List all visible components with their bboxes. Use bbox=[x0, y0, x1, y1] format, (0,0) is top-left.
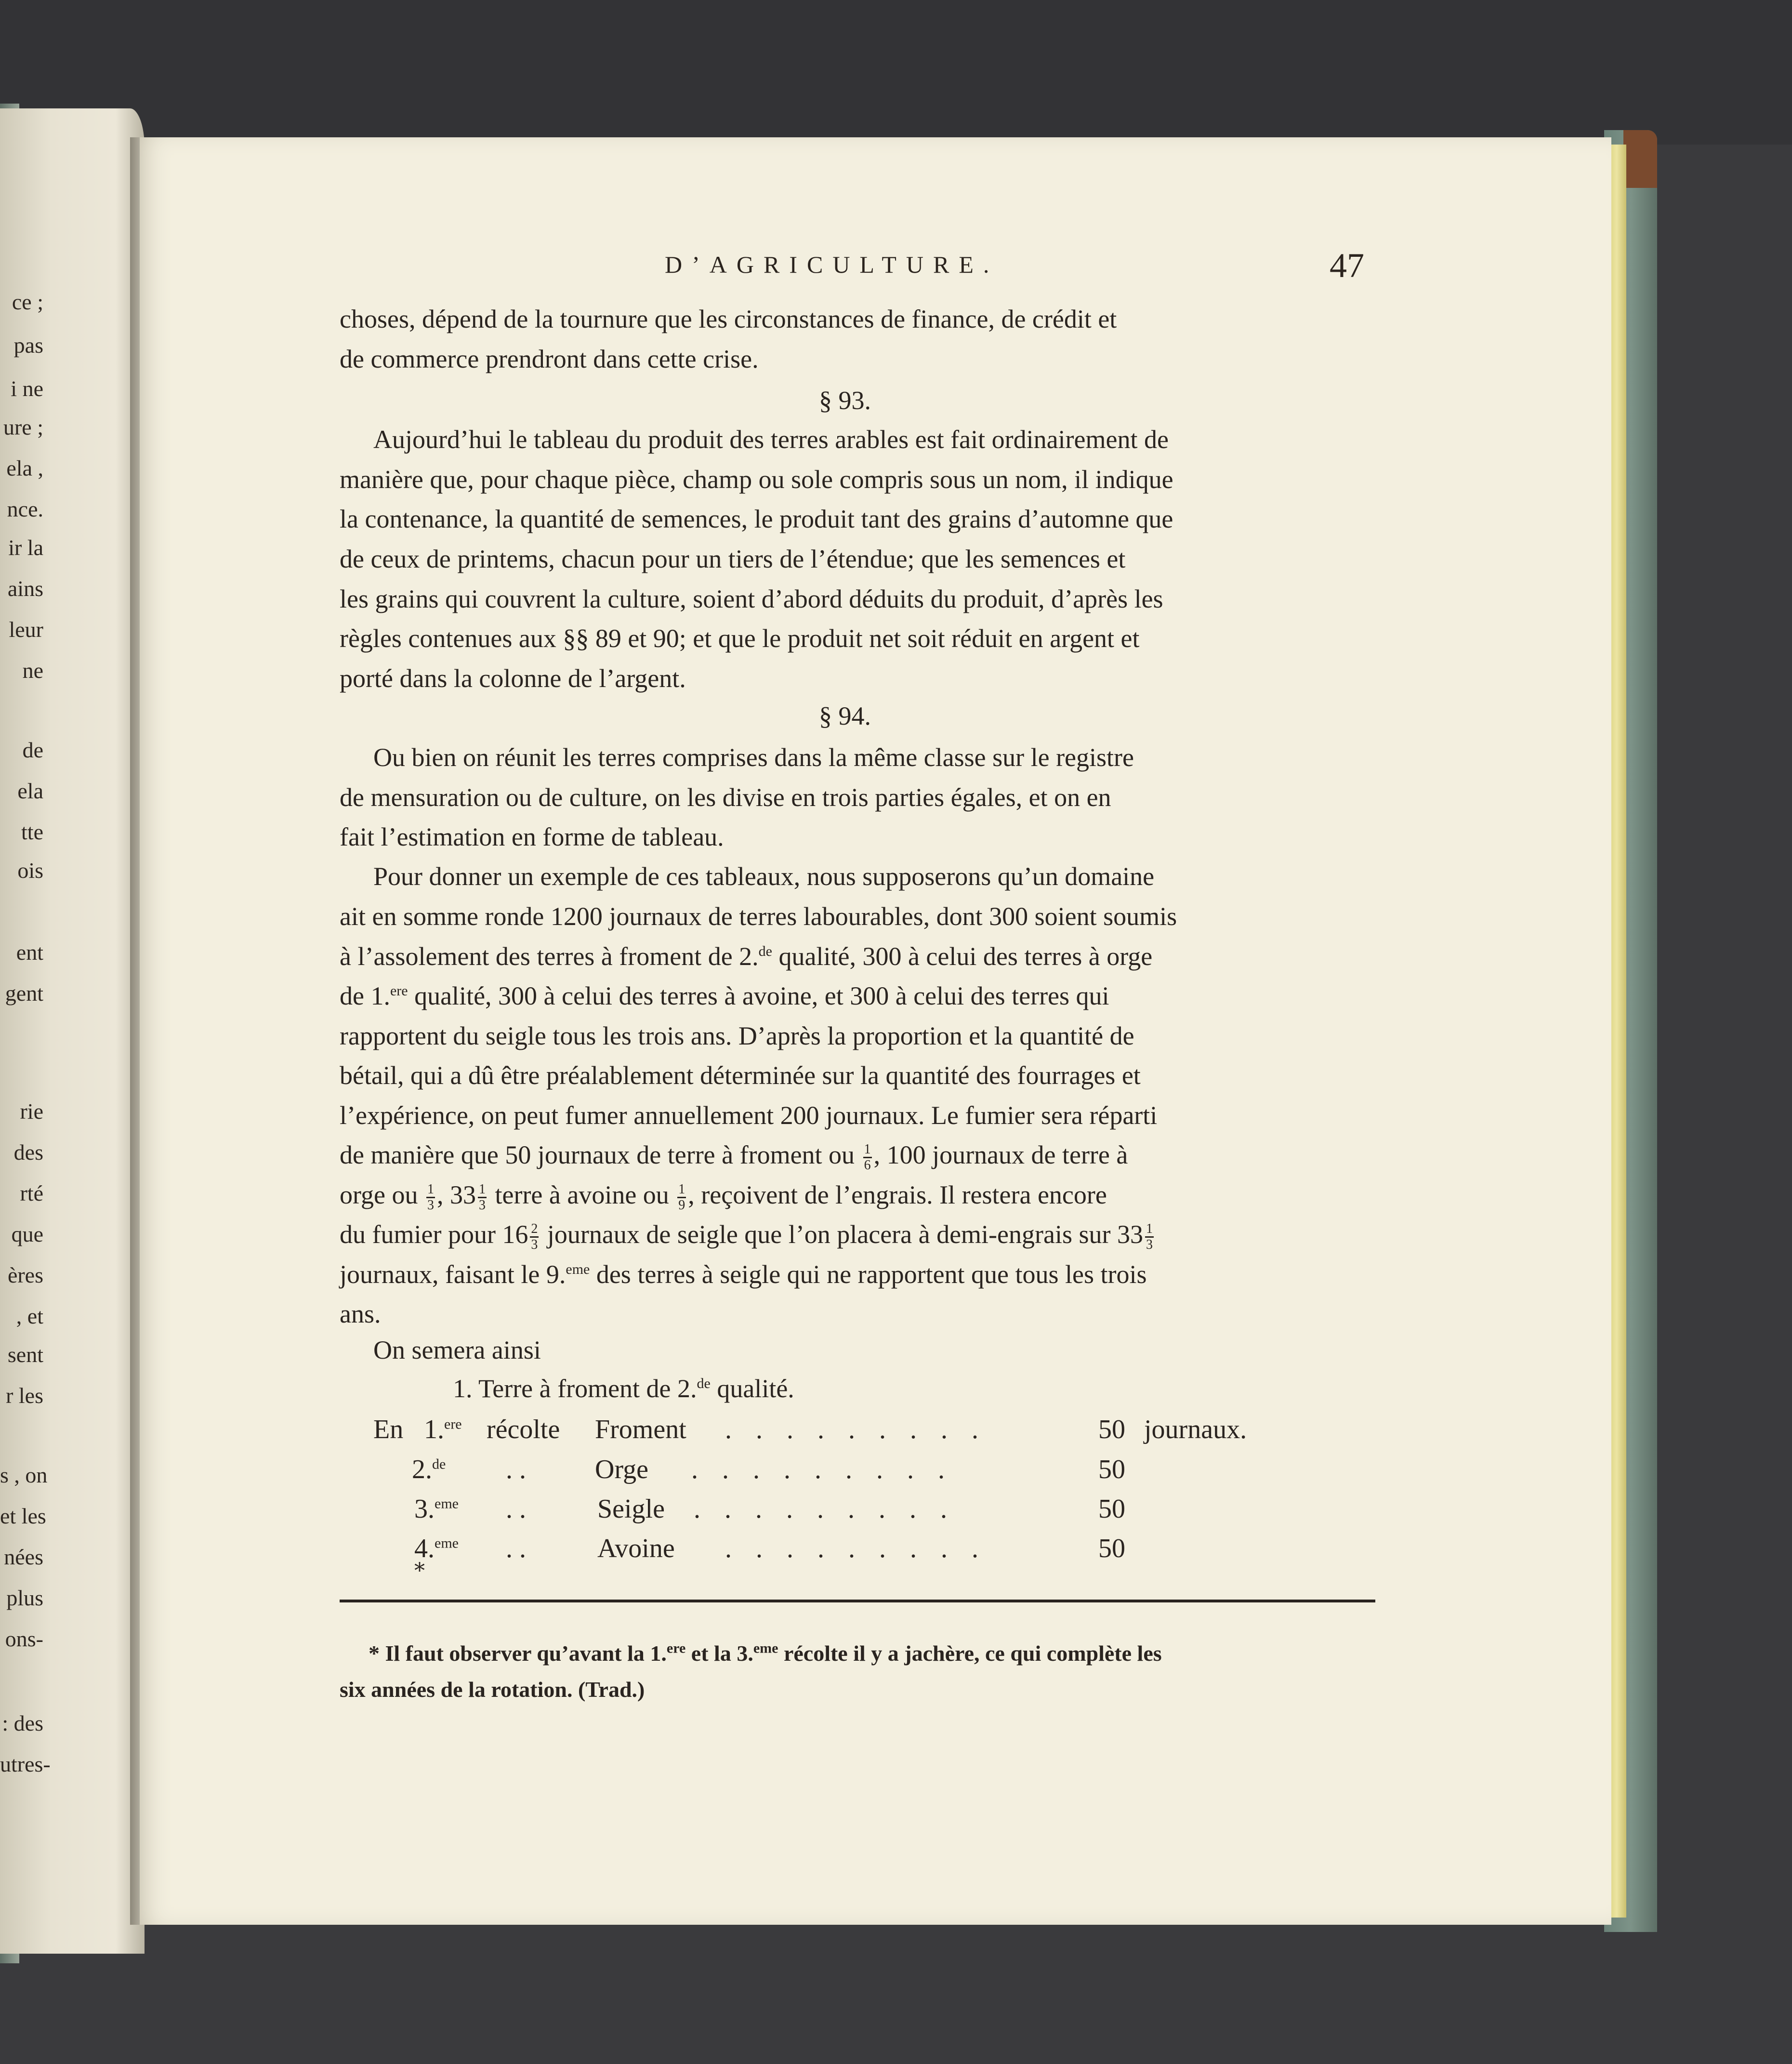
footnote-rule bbox=[340, 1600, 1375, 1602]
left-page-fragment: ure ; bbox=[3, 415, 43, 439]
text-line: bétail, qui a dû être préalablement déterminée sur la quantité des fourrages et bbox=[340, 1061, 1141, 1090]
footnote-line: * Il faut observer qu’avant la 1.$^{ere}$ et la 3.$^{eme}$ récolte il y a jachère, ce qui complète les bbox=[369, 1640, 1162, 1666]
left-page-fragment: des bbox=[13, 1140, 43, 1164]
fraction: $\frac{1}{3}$ bbox=[427, 1182, 434, 1213]
left-page-fragment: nce. bbox=[7, 497, 43, 521]
table-year: 3.$^{eme}$ bbox=[414, 1494, 459, 1524]
text-line: la contenance, la quantité de semences, le produit tant des grains d’automne que bbox=[340, 504, 1173, 533]
left-page-fragment: ela bbox=[17, 779, 43, 803]
text-line: Aujourd’hui le tableau du produit des terres arables est fait ordinairement de bbox=[373, 425, 1169, 454]
left-page-fragment: pas bbox=[13, 333, 43, 357]
table-recolte: récolte bbox=[487, 1415, 560, 1444]
left-page-fragment: de bbox=[22, 738, 43, 762]
running-title: D’AGRICULTURE. bbox=[665, 251, 999, 278]
table-crop: Avoine bbox=[597, 1534, 675, 1563]
footnote-marker: * bbox=[414, 1559, 425, 1583]
left-page-fragment: rie bbox=[20, 1099, 43, 1124]
left-page-fragment: ir la bbox=[8, 535, 43, 560]
fraction: $\frac{1}{6}$ bbox=[864, 1142, 871, 1173]
left-page-fragment: : des bbox=[2, 1711, 43, 1735]
fraction: $\frac{1}{9}$ bbox=[678, 1182, 685, 1213]
text-line: règles contenues aux §§ 89 et 90; et que le produit net soit réduit en argent et bbox=[340, 624, 1140, 653]
table-year: 1.$^{ere}$ bbox=[424, 1415, 462, 1444]
text-line: du fumier pour 16 $\frac{2}{3}$ journaux de seigle que l’on placera à demi-engrais sur 33 $\frac{1}{3}$ bbox=[340, 1220, 1153, 1253]
table-dots: . . . . . . . . . bbox=[725, 1415, 987, 1444]
book-cover-corner bbox=[1623, 130, 1657, 188]
left-page-fragment: ois bbox=[17, 858, 43, 883]
left-page-fragment: utres- bbox=[0, 1752, 51, 1776]
left-page-fragment: ains bbox=[7, 576, 43, 601]
left-page-fragment: i ne bbox=[11, 376, 43, 401]
page-number: 47 bbox=[1330, 246, 1364, 285]
text-line: ait en somme ronde 1200 journaux de terres labourables, dont 300 soient soumis bbox=[340, 902, 1177, 931]
text-line: de mensuration ou de culture, on les divise en trois parties égales, et on en bbox=[340, 783, 1111, 812]
section-heading: § 94. bbox=[819, 701, 871, 730]
left-page-fragment: rté bbox=[20, 1181, 43, 1205]
table-amount: 50 bbox=[1098, 1455, 1125, 1484]
text-line: journaux, faisant le 9.$^{eme}$ des terres à seigle qui ne rapportent que tous les trois bbox=[340, 1260, 1147, 1289]
text-line: Ou bien on réunit les terres comprises dans la même classe sur le registre bbox=[373, 743, 1134, 772]
left-page-fragment: nées bbox=[4, 1545, 43, 1569]
table-dots: . . . . . . . . . bbox=[694, 1494, 956, 1524]
left-page-fragment: et les bbox=[0, 1504, 46, 1528]
left-page-fragment: tte bbox=[21, 820, 43, 844]
table-recolte: . . bbox=[506, 1534, 526, 1563]
text-line: porté dans la colonne de l’argent. bbox=[340, 664, 686, 693]
left-page-fragment: gent bbox=[5, 981, 43, 1006]
table-crop: Orge bbox=[595, 1455, 648, 1484]
table-amount: 50 bbox=[1098, 1494, 1125, 1524]
table-amount: 50 bbox=[1098, 1415, 1125, 1444]
text-line: de manière que 50 journaux de terre à froment ou $\frac{1}{6}$ , 100 journaux de terre à bbox=[340, 1140, 1128, 1173]
text-line: l’expérience, on peut fumer annuellement 200 journaux. Le fumier sera réparti bbox=[340, 1101, 1158, 1130]
text-line: ans. bbox=[340, 1299, 381, 1328]
left-page-fragment: ent bbox=[16, 940, 43, 965]
background bbox=[0, 0, 1792, 145]
table-year: 2.$^{de}$ bbox=[412, 1455, 446, 1484]
text-line: fait l’estimation en forme de tableau. bbox=[340, 822, 724, 851]
text-line: les grains qui couvrent la culture, soient d’abord déduits du produit, d’après les bbox=[340, 584, 1163, 613]
table-intro: On semera ainsi bbox=[373, 1336, 541, 1364]
table-crop: Seigle bbox=[597, 1494, 665, 1524]
left-page-fragment: , et bbox=[16, 1304, 43, 1328]
left-page-fragment: s , on bbox=[0, 1463, 48, 1487]
table-recolte: . . bbox=[506, 1455, 526, 1484]
text-line: à l’assolement des terres à froment de 2.$^{de}$ qualité, 300 à celui des terres à orge bbox=[340, 942, 1153, 971]
left-page-fragment: ères bbox=[7, 1263, 43, 1287]
fraction: $\frac{1}{3}$ bbox=[478, 1182, 486, 1213]
section-heading: § 93. bbox=[819, 386, 871, 415]
table-dots: . . . . . . . . . bbox=[725, 1534, 987, 1563]
left-page-fragment: que bbox=[11, 1222, 43, 1246]
fraction: $\frac{2}{3}$ bbox=[531, 1221, 538, 1253]
table-prefix: En bbox=[373, 1415, 404, 1444]
table-title: 1. Terre à froment de 2.$^{de}$ qualité. bbox=[453, 1374, 794, 1403]
table-amount: 50 bbox=[1098, 1534, 1125, 1563]
text-line: manière que, pour chaque pièce, champ ou sole compris sous un nom, il indique bbox=[340, 465, 1173, 494]
left-page-fragment: leur bbox=[9, 617, 43, 642]
table-year: 4.$^{eme}$ bbox=[414, 1534, 459, 1563]
text-line: de ceux de printems, chacun pour un tiers de l’étendue; que les semences et bbox=[340, 544, 1126, 573]
footnote-line: six années de la rotation. (Trad.) bbox=[340, 1677, 645, 1702]
left-page-fragment: plus bbox=[6, 1586, 43, 1610]
text-line: rapportent du seigle tous les trois ans. D’après la proportion et la quantité de bbox=[340, 1021, 1134, 1050]
table-dots: . . . . . . . . . bbox=[691, 1455, 953, 1484]
left-page-fragment: r les bbox=[6, 1383, 43, 1408]
left-page-fragment: ela , bbox=[6, 456, 43, 480]
left-page-fragment: ons- bbox=[5, 1627, 43, 1651]
table-unit: journaux. bbox=[1144, 1415, 1247, 1444]
table-crop: Froment bbox=[595, 1415, 686, 1444]
text-line: de commerce prendront dans cette crise. bbox=[340, 344, 759, 373]
left-page-fragment: ne bbox=[22, 658, 43, 683]
text-line: Pour donner un exemple de ces tableaux, nous supposerons qu’un domaine bbox=[373, 862, 1155, 891]
text-line: choses, dépend de la tournure que les circonstances de finance, de crédit et bbox=[340, 304, 1117, 333]
fraction: $\frac{1}{3}$ bbox=[1146, 1221, 1153, 1253]
table-recolte: . . bbox=[506, 1494, 526, 1524]
text-line: orge ou $\frac{1}{3}$ , 33 $\frac{1}{3}$ terre à avoine ou $\frac{1}{9}$ , reçoivent de l’engrais. Il restera encore bbox=[340, 1180, 1107, 1213]
text-line: de 1.$^{ere}$ qualité, 300 à celui des terres à avoine, et 300 à celui des terres qui bbox=[340, 981, 1109, 1010]
left-page-fragment: ce ; bbox=[12, 290, 43, 314]
left-page-fragment: sent bbox=[7, 1342, 43, 1367]
